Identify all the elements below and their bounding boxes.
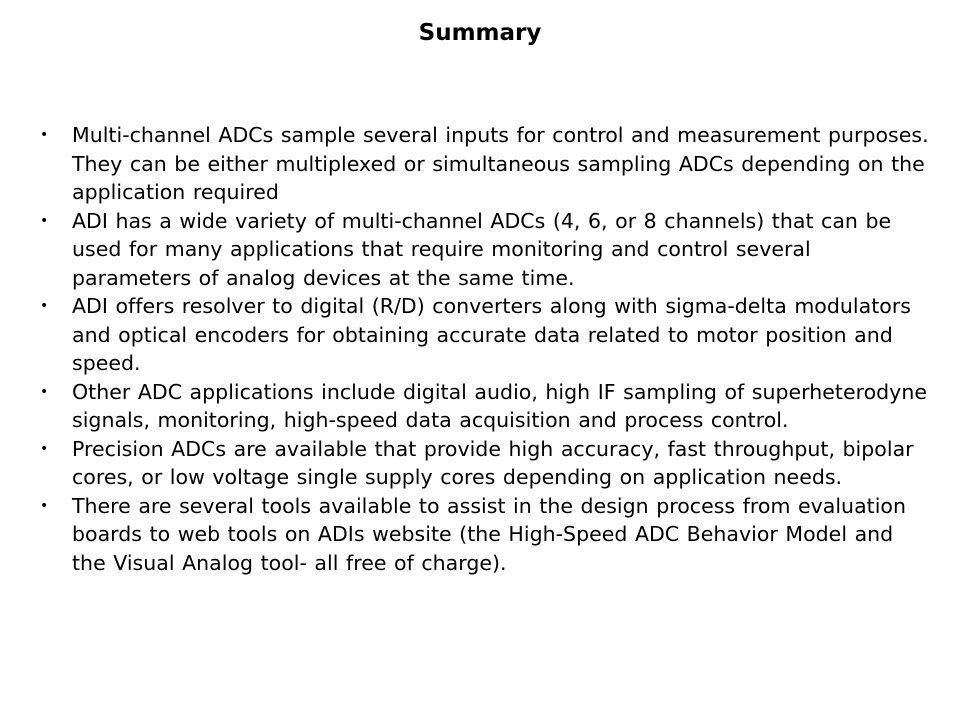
bullet-icon: •	[40, 127, 49, 143]
bullet-text: Precision ADCs are available that provide high accuracy, fast throughput, bipolar cores, or low voltage single supply cores depending on application needs.	[72, 436, 914, 489]
bullet-item	[40, 492, 930, 578]
bullet-text: Multi-channel ADCs sample several inputs for control and measurement purposes. They can be either multiplexed or simultaneous sampling ADCs depending on the application required	[72, 123, 929, 204]
bullet-icon: •	[40, 383, 49, 400]
bullet-text: Other ADC applications include digital audio, high IF sampling of superheterodyne signals, monitoring, high-speed data acquisition and process control.	[72, 379, 927, 432]
bullet-text: ADI offers resolver to digital (R/D) converters along with sigma-delta modulators and optical encoders for obtaining accurate data related to motor position and speed.	[72, 294, 911, 375]
bullet-icon: •	[40, 497, 49, 514]
bullet-icon: •	[40, 440, 49, 457]
bullet-text: There are several tools available to assist in the design process from evaluation boards to web tools on ADIs website (the High-Speed ADC Behavior Model and the Visual Analog tool- all free of charge).	[72, 493, 906, 575]
bullet-item	[40, 292, 930, 378]
bullet-item	[40, 435, 930, 492]
bullet-item	[40, 121, 930, 207]
bullet-list	[40, 121, 930, 577]
bullet-icon: •	[40, 212, 49, 229]
slide-title: Summary	[418, 20, 542, 46]
bullet-item	[40, 378, 930, 435]
bullet-icon: •	[40, 298, 49, 314]
bullet-text: ADI has a wide variety of multi-channel ADCs (4, 6, or 8 channels) that can be used for many applications that require monitoring and control several parameters of analog devices at the same time.	[72, 208, 892, 290]
bullet-item	[40, 207, 930, 293]
